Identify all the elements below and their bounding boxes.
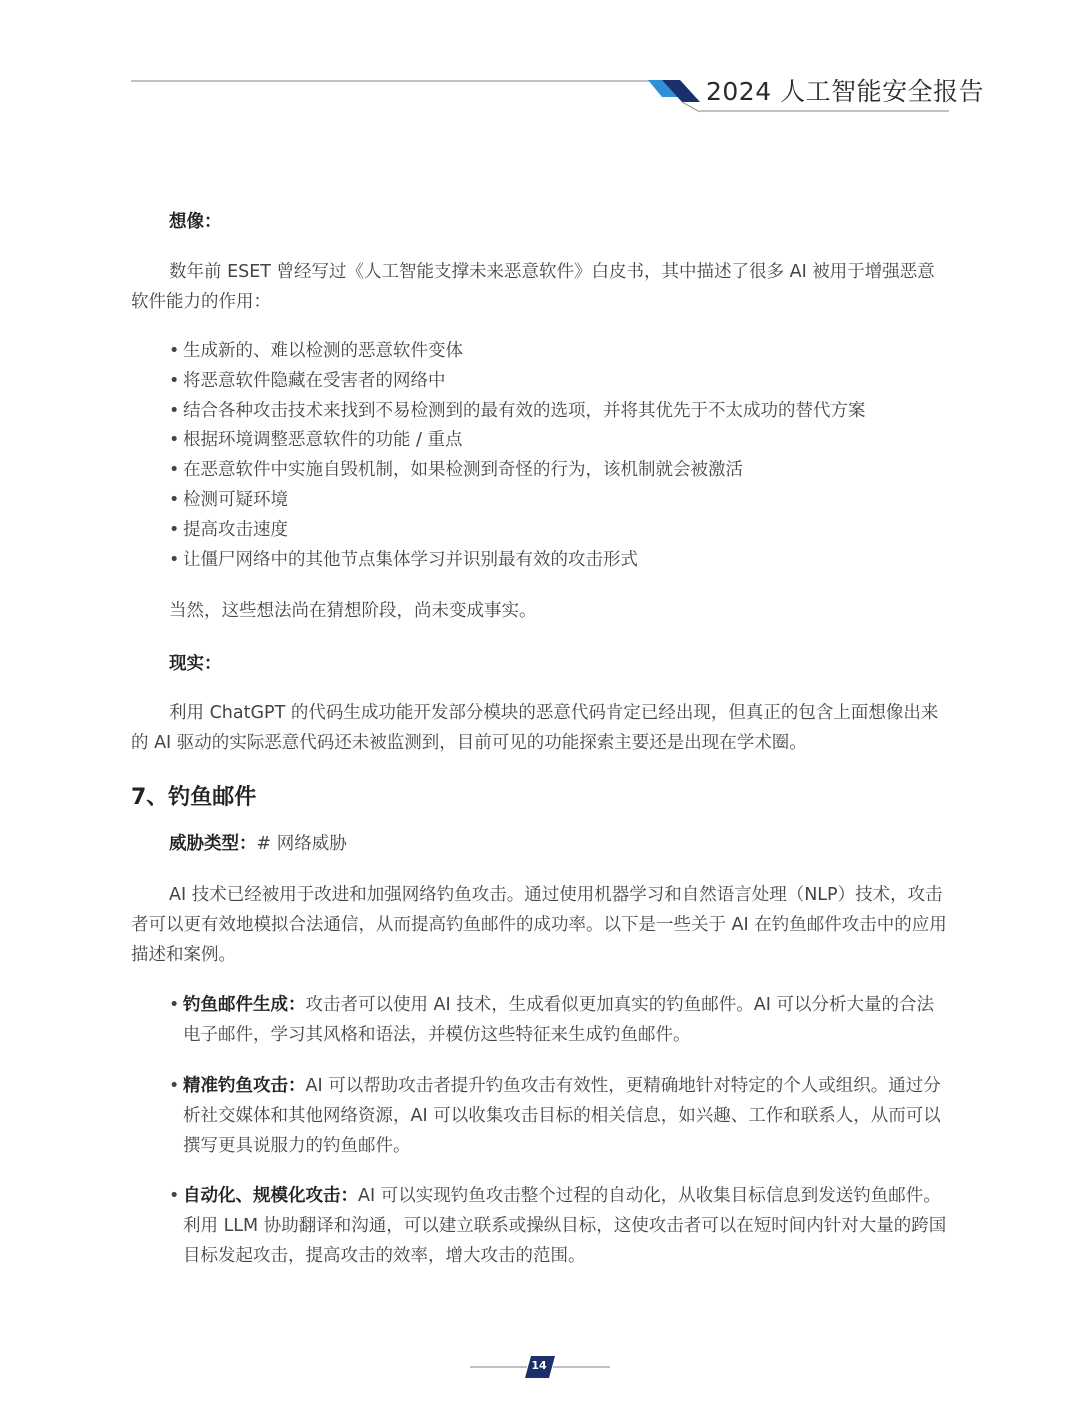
item-label: 钓鱼邮件生成： — [183, 995, 306, 1015]
page-number: 14 — [531, 1359, 547, 1372]
section-title-phishing: 7、钓鱼邮件 — [131, 785, 257, 810]
phishing-item-spear — [169, 1071, 949, 1161]
item-text: AI 可以实现钓鱼攻击整个过程的自动化，从收集目标信息到发送钓鱼邮件。利用 LLM 协助翻译和沟通，可以建立联系或操纵目标，这使攻击者可以在短时间内针对大量的跨国目标发起攻击，提高攻击的效率，增大攻击的范围。 — [183, 1186, 947, 1266]
list-item: • 在恶意软件中实施自毁机制，如果检测到奇怪的行为，该机制就会被激活 — [169, 456, 949, 486]
list-item: • 将恶意软件隐藏在受害者的网络中 — [169, 367, 949, 397]
list-item: • 提高攻击速度 — [169, 516, 949, 546]
reality-text: 利用 ChatGPT 的代码生成功能开发部分模块的恶意代码肯定已经出现，但真正的包含上面想像出来的 AI 驱动的实际恶意代码还未被监测到，目前可见的功能探索主要还是出现在学术圈。 — [131, 703, 939, 753]
imagine-list — [169, 337, 949, 575]
phishing-item-generation — [169, 990, 949, 1050]
list-item: • 生成新的、难以检测的恶意软件变体 — [169, 337, 949, 367]
list-item: • 结合各种攻击技术来找到不易检测到的最有效的选项，并将其优先于不太成功的替代方案 — [169, 397, 949, 427]
item-label: 精准钓鱼攻击： — [183, 1076, 306, 1096]
bullet-dot: • — [169, 1076, 180, 1096]
threat-type-label: 威胁类型： — [169, 834, 257, 854]
header-decoration — [0, 0, 1080, 130]
threat-type-value: # 网络威胁 — [256, 834, 347, 854]
imagine-conclusion: 当然，这些想法尚在猜想阶段，尚未变成事实。 — [169, 601, 537, 621]
report-title: 2024 人工智能安全报告 — [706, 77, 985, 106]
page-header — [0, 0, 1080, 130]
list-item: • 检测可疑环境 — [169, 486, 949, 516]
item-label: 自动化、规模化攻击： — [183, 1186, 358, 1206]
list-item: • 根据环境调整恶意软件的功能 / 重点 — [169, 426, 949, 456]
bullet-dot: • — [169, 995, 180, 1015]
phishing-item-automation — [169, 1181, 949, 1271]
phishing-intro: AI 技术已经被用于改进和加强网络钓鱼攻击。通过使用机器学习和自然语言处理（NLP）技术，攻击者可以更有效地模拟合法通信，从而提高钓鱼邮件的成功率。以下是一些关于 AI 在钓鱼邮件攻击中的应用描述和案例。 — [131, 885, 947, 965]
imagine-heading: 想像： — [169, 212, 222, 232]
list-item: • 让僵尸网络中的其他节点集体学习并识别最有效的攻击形式 — [169, 546, 949, 576]
reality-heading: 现实： — [169, 654, 222, 674]
item-text: 攻击者可以使用 AI 技术，生成看似更加真实的钓鱼邮件。AI 可以分析大量的合法电子邮件，学习其风格和语法，并模仿这些特征来生成钓鱼邮件。 — [183, 995, 934, 1045]
imagine-intro: 数年前 ESET 曾经写过《人工智能支撑未来恶意软件》白皮书，其中描述了很多 AI 被用于增强恶意软件能力的作用： — [131, 262, 935, 312]
item-text: AI 可以帮助攻击者提升钓鱼攻击有效性，更精确地针对特定的个人或组织。通过分析社交媒体和其他网络资源，AI 可以收集攻击目标的相关信息，如兴趣、工作和联系人，从而可以撰写更具说服力的钓鱼邮件。 — [183, 1076, 941, 1156]
threat-type — [169, 829, 949, 859]
bullet-dot: • — [169, 1186, 180, 1206]
